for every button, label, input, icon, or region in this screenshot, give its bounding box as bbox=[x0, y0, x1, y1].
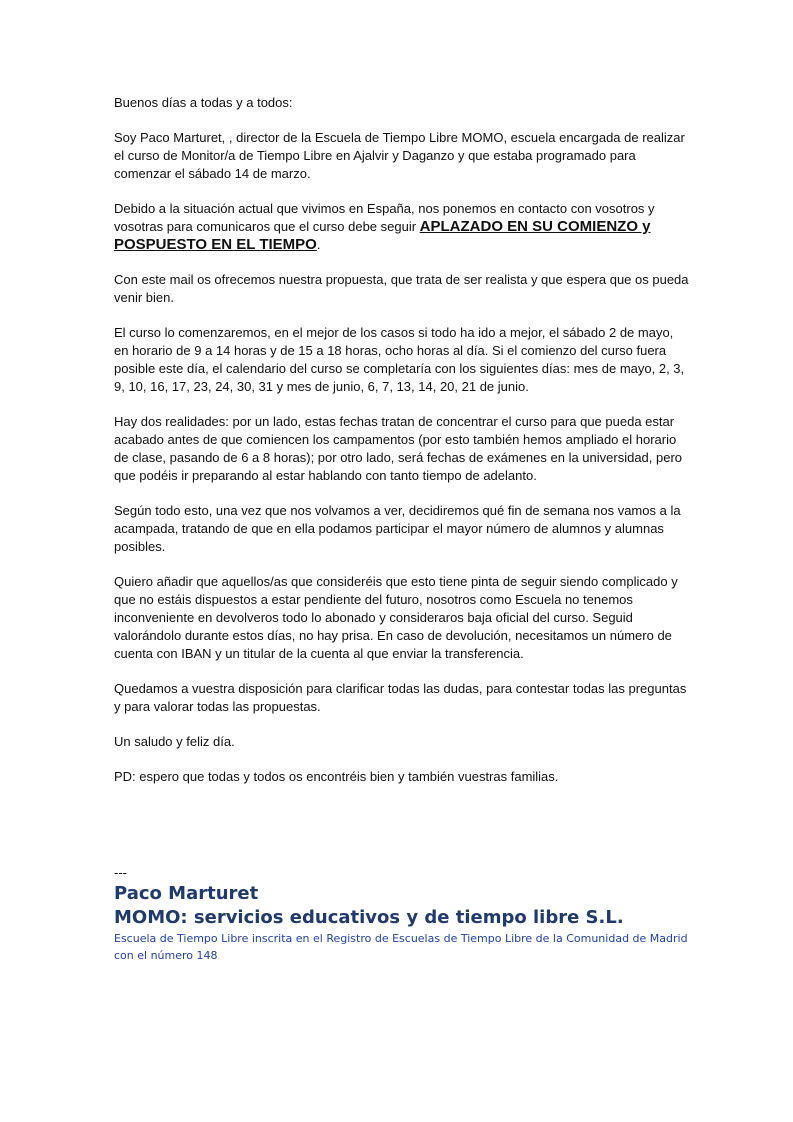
paragraph-introduction: Soy Paco Marturet, , director de la Escuela de Tiempo Libre MOMO, escuela encargada de realizar el curso de Monitor/a de Tiempo Libre en Ajalvir y Daganzo y que estaba programado para comenzar el sábado 14 de marzo. bbox=[114, 130, 685, 181]
paragraph-refund: Quiero añadir que aquellos/as que consideréis que esto tiene pinta de seguir siendo complicado y que no estáis dispuestos a estar pendiente del futuro, nosotros como Escuela no tenemos inconveniente en devolveros todo lo abonado y consideraros baja oficial del curso. Seguid valorándolo durante estos días, no hay prisa. En caso de devolución, necesitamos un número de cuenta con IBAN y un titular de la cuenta al que enviar la transferencia. bbox=[114, 574, 678, 661]
paragraph-camping: Según todo esto, una vez que nos volvamos a ver, decidiremos qué fin de semana nos vamos a la acampada, tratando de que en ella podamos participar el mayor número de alumnos y alumnas posibles. bbox=[114, 503, 681, 554]
greeting: Buenos días a todas y a todos: bbox=[114, 95, 293, 110]
signature-registry-note: Escuela de Tiempo Libre inscrita en el Registro de Escuelas de Tiempo Libre de la Comunidad de Madrid con el número 148 bbox=[114, 932, 688, 962]
postponement-text: Debido a la situación actual que vivimos en España, nos ponemos en contacto con vosotros y vosotras para comunicaros que el curso debe seguir bbox=[114, 201, 655, 234]
paragraph-proposal: Con este mail os ofrecemos nuestra propuesta, que trata de ser realista y que espera que os pueda venir bien. bbox=[114, 272, 689, 305]
paragraph-realities: Hay dos realidades: por un lado, estas fechas tratan de concentrar el curso para que pueda estar acabado antes de que comiencen los campamentos (por esto también hemos ampliado el horario de clase, pasando de 6 a 8 horas); por otro lado, será fechas de exámenes en la universidad, pero que podéis ir preparando al estar hablando con tanto tiempo de adelanto. bbox=[114, 414, 683, 483]
postponement-end: . bbox=[316, 237, 321, 252]
signature-separator: --- bbox=[114, 865, 127, 880]
signature-company: MOMO: servicios educativos y de tiempo libre S.L. bbox=[114, 907, 624, 928]
closing: Un saludo y feliz día. bbox=[114, 734, 235, 749]
paragraph-postponement bbox=[114, 200, 689, 254]
postscript: PD: espero que todas y todos os encontréis bien y también vuestras familias. bbox=[114, 769, 559, 784]
letter-body bbox=[114, 94, 689, 803]
signature-name: Paco Marturet bbox=[114, 883, 259, 904]
paragraph-schedule: El curso lo comenzaremos, en el mejor de los casos si todo ha ido a mejor, el sábado 2 de mayo, en horario de 9 a 14 horas y de 15 a 18 horas, ocho horas al día. Si el comienzo del curso fuera posible este día, el calendario del curso se completaría con los siguientes días: mes de mayo, 2, 3, 9, 10, 16, 17, 23, 24, 30, 31 y mes de junio, 6, 7, 13, 14, 20, 21 de junio. bbox=[114, 325, 685, 394]
email-signature bbox=[114, 864, 714, 964]
paragraph-availability: Quedamos a vuestra disposición para clarificar todas las dudas, para contestar todas las preguntas y para valorar todas las propuestas. bbox=[114, 681, 687, 714]
postponement-emphasis: APLAZADO EN SU COMIENZO y POSPUESTO EN EL TIEMPO bbox=[114, 218, 651, 253]
